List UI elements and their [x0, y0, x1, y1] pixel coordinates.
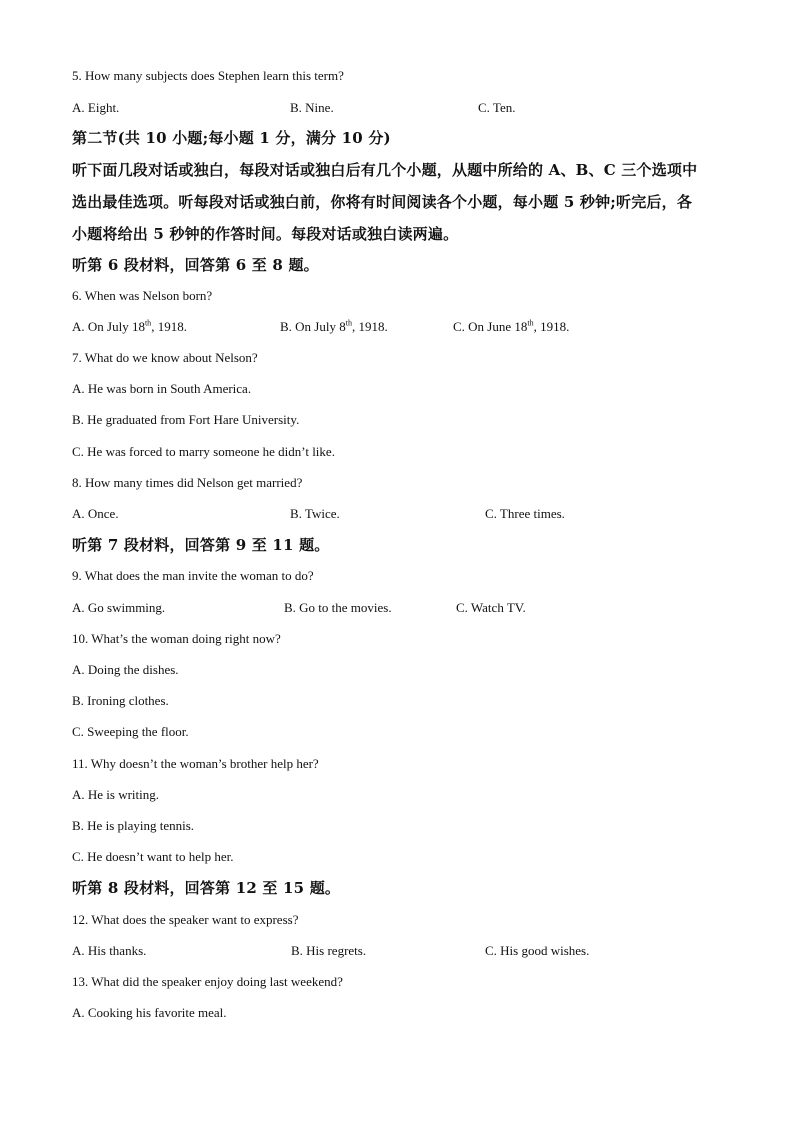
- q10-option-a: A. Doing the dishes.: [72, 662, 179, 677]
- q11-option-a: A. He is writing.: [72, 787, 160, 802]
- section-2-instruction-line-3: 小题将给出 5 秒钟的作答时间。每段对话或独白读两遍。: [72, 225, 459, 243]
- question-11: 11. Why doesn’t the woman’s brother help her?: [72, 756, 319, 771]
- q12-option-b: B. His regrets.: [291, 943, 367, 958]
- q6-option-c: C. On June 18th, 1918.: [453, 318, 570, 334]
- question-7: 7. What do we know about Nelson?: [72, 350, 258, 365]
- q6-option-b: B. On July 8th, 1918.: [280, 318, 388, 334]
- q8-option-b: B. Twice.: [290, 506, 340, 521]
- segment-7-heading: 听第 7 段材料，回答第 9 至 11 题。: [72, 536, 330, 554]
- q11-option-c: C. He doesn’t want to help her.: [72, 849, 234, 864]
- section-2-instruction-line-2: 选出最佳选项。听每段对话或独白前，你将有时间阅读各个小题，每小题 5 秒钟;听完后，各: [72, 193, 693, 211]
- segment-6-heading: 听第 6 段材料，回答第 6 至 8 题。: [72, 256, 319, 274]
- question-5: 5. How many subjects does Stephen learn this term?: [72, 68, 344, 83]
- section-2-instruction-line-1: 听下面几段对话或独白，每段对话或独白后有几个小题，从题中所给的 A、B、C 三个选项中: [72, 161, 698, 179]
- q5-option-a: A. Eight.: [72, 100, 120, 115]
- q7-option-a: A. He was born in South America.: [72, 381, 252, 396]
- section-2-title: 第二节(共 10 小题;每小题 1 分，满分 10 分): [72, 129, 391, 147]
- q10-option-b: B. Ironing clothes.: [72, 693, 169, 708]
- q9-option-b: B. Go to the movies.: [284, 600, 392, 615]
- q13-option-a: A. Cooking his favorite meal.: [72, 1005, 227, 1020]
- question-13: 13. What did the speaker enjoy doing last weekend?: [72, 974, 343, 989]
- question-12: 12. What does the speaker want to express?: [72, 912, 299, 927]
- q11-option-b: B. He is playing tennis.: [72, 818, 195, 833]
- q6-option-a: A. On July 18th, 1918.: [72, 318, 187, 334]
- q9-option-a: A. Go swimming.: [72, 600, 166, 615]
- segment-8-heading: 听第 8 段材料，回答第 12 至 15 题。: [72, 879, 341, 897]
- question-6: 6. When was Nelson born?: [72, 288, 213, 303]
- q5-option-b: B. Nine.: [290, 100, 334, 115]
- q8-option-a: A. Once.: [72, 506, 119, 521]
- question-9: 9. What does the man invite the woman to do?: [72, 568, 314, 583]
- q7-option-b: B. He graduated from Fort Hare University.: [72, 412, 300, 427]
- q12-option-a: A. His thanks.: [72, 943, 147, 958]
- question-10: 10. What’s the woman doing right now?: [72, 631, 281, 646]
- question-8: 8. How many times did Nelson get married?: [72, 475, 303, 490]
- q9-option-c: C. Watch TV.: [456, 600, 526, 615]
- q5-option-c: C. Ten.: [478, 100, 516, 115]
- q12-option-c: C. His good wishes.: [485, 943, 590, 958]
- q7-option-c: C. He was forced to marry someone he didn’t like.: [72, 444, 335, 459]
- q10-option-c: C. Sweeping the floor.: [72, 724, 189, 739]
- q8-option-c: C. Three times.: [485, 506, 565, 521]
